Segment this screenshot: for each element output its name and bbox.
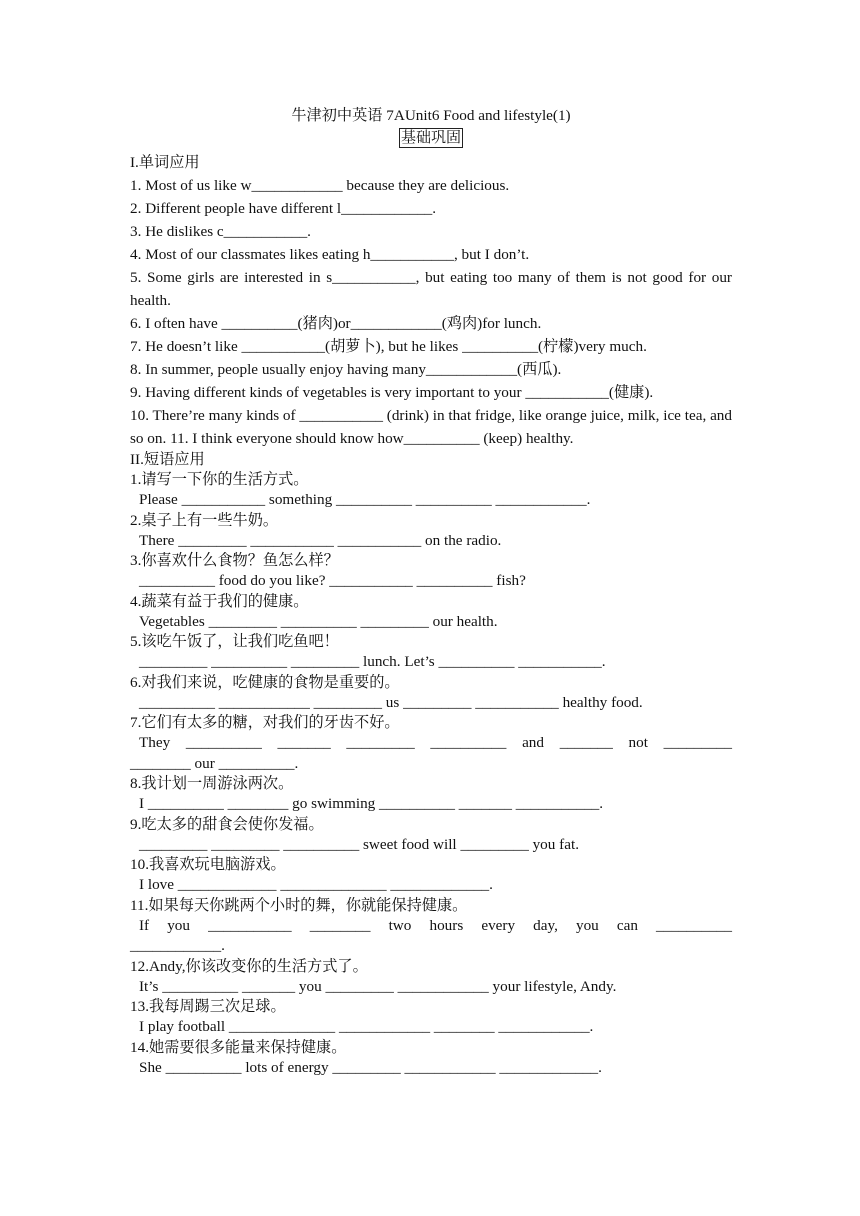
section-badge: 基础巩固: [400, 130, 461, 146]
part2-q8-cn: 8.我计划一周游泳两次。: [130, 775, 294, 792]
part2-q12-en: It’s __________ _______ you _________ ____________ your lifestyle, Andy.: [139, 977, 617, 995]
part2-q1-en: Please ___________ something __________ __________ ____________.: [139, 491, 591, 508]
part2-q5-cn: 5.该吃午饭了，让我们吃鱼吧！: [130, 633, 339, 650]
part1-item-10-11: 10. There’re many kinds of ___________ (drink) in that fridge, like orange juice, milk, ice tea, and so on. 11. I think everyone should know how__________ (keep) healthy.: [130, 407, 732, 447]
part1-section: [130, 151, 732, 450]
part2-q2-en: There _________ ___________ ___________ on the radio.: [139, 531, 502, 549]
part1-item-7: 7. He doesn’t like ___________(胡萝卜), but he likes __________(柠檬)very much.: [130, 338, 647, 355]
part2-q10-cn: 10.我喜欢玩电脑游戏。: [130, 856, 286, 873]
part1-item-9: 9. Having different kinds of vegetables is very important to your ___________(健康).: [130, 384, 654, 401]
part2-section: [130, 450, 732, 1078]
part2-q13-cn: 13.我每周踢三次足球。: [130, 998, 286, 1015]
worksheet-page: [130, 104, 732, 1078]
part2-q3-cn: 3.你喜欢什么食物？鱼怎么样？: [130, 552, 339, 569]
part2-q7-en-cont: ________ our __________.: [130, 754, 299, 772]
part1-item-8: 8. In summer, people usually enjoy having many____________(西瓜).: [130, 361, 562, 378]
part2-q9-en: _________ _________ __________ sweet food will _________ you fat.: [139, 835, 579, 853]
part2-q14-cn: 14.她需要很多能量来保持健康。: [130, 1038, 347, 1056]
part1-item-2: 2. Different people have different l____________.: [130, 200, 437, 217]
part2-q12-cn: 12.Andy,你该改变你的生活方式了。: [130, 957, 368, 975]
part2-q13-en: I play football ______________ ____________ ________ ____________.: [139, 1018, 594, 1035]
part2-q9-cn: 9.吃太多的甜食会使你发福。: [130, 815, 324, 833]
part2-q11-en: If you ___________ ________ two hours every day, you can __________: [139, 916, 732, 934]
part2-q11-cn: 11.如果每天你跳两个小时的舞，你就能保持健康。: [130, 896, 468, 914]
part2-q6-cn: 6.对我们来说，吃健康的食物是重要的。: [130, 673, 400, 691]
badge-row: [130, 127, 732, 151]
part2-heading: II.短语应用: [130, 451, 205, 468]
part2-q4-cn: 4.蔬菜有益于我们的健康。: [130, 592, 309, 610]
part1-item-3: 3. He dislikes c___________.: [130, 223, 311, 240]
part1-item-6: 6. I often have __________(猪肉)or____________(鸡肉)for lunch.: [130, 315, 542, 332]
part1-heading: I.单词应用: [130, 154, 200, 171]
part2-q7-en: They __________ _______ _________ __________ and _______ not _________: [139, 734, 732, 751]
worksheet-title: 牛津初中英语 7AUnit6 Food and lifestyle(1): [291, 107, 571, 124]
part1-item-1: 1. Most of us like w____________ because they are delicious.: [130, 177, 510, 194]
part2-q11-en-cont: ____________.: [130, 937, 225, 954]
part2-q2-cn: 2.桌子上有一些牛奶。: [130, 511, 279, 529]
part1-item-5: 5. Some girls are interested in s___________, but eating too many of them is not good for our health.: [130, 269, 732, 309]
part2-q14-en: She __________ lots of energy _________ ____________ _____________.: [139, 1058, 602, 1076]
part2-q7-cn: 7.它们有太多的糖，对我们的牙齿不好。: [130, 714, 400, 731]
part2-q1-cn: 1.请写一下你的生活方式。: [130, 471, 309, 488]
part2-q4-en: Vegetables _________ __________ _________ our health.: [139, 612, 498, 630]
part2-q8-en: I __________ ________ go swimming __________ _______ ___________.: [139, 795, 604, 812]
part2-q10-en: I love _____________ ______________ _____________.: [139, 876, 493, 893]
part2-q5-en: _________ __________ _________ lunch. Let’s __________ ___________.: [139, 653, 606, 670]
part2-q6-en: __________ ____________ _________ us _________ ___________ healthy food.: [139, 693, 643, 711]
part2-q3-en: __________ food do you like? ___________ __________ fish?: [139, 572, 526, 589]
part1-item-4: 4. Most of our classmates likes eating h___________, but I don’t.: [130, 246, 530, 263]
